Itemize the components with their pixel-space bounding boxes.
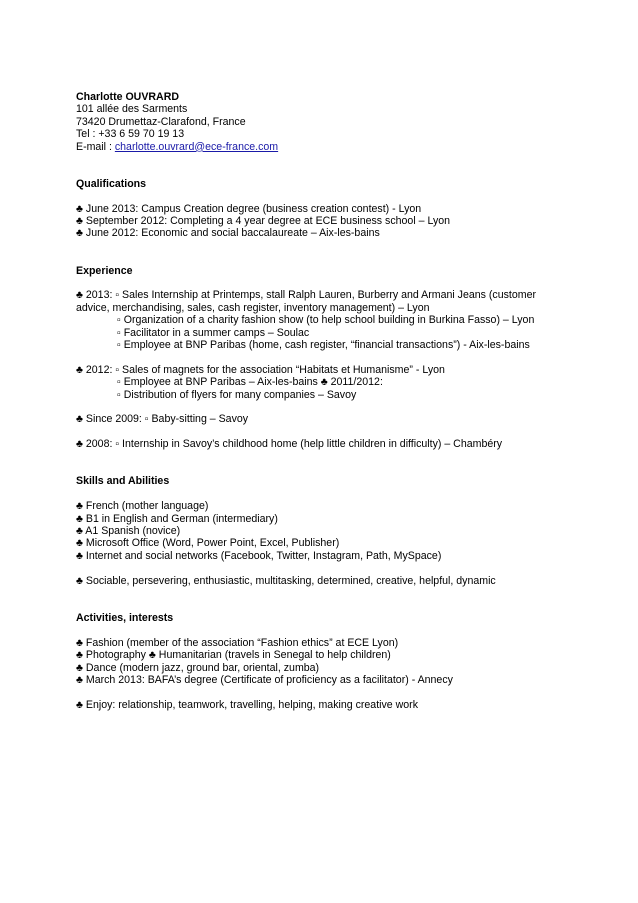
- skill-item: ♣ B1 in English and German (intermediary): [76, 512, 278, 525]
- activities-heading: Activities, interests: [76, 611, 174, 624]
- experience-heading: Experience: [76, 264, 133, 277]
- experience-2008: ♣ 2008: ▫ Internship in Savoy’s childhood home (help little children in difficulty) – Chambéry: [76, 438, 503, 451]
- experience-2013-sub: ▫ Organization of a charity fashion show (to help school building in Burkina Fasso) – Lyon: [117, 314, 535, 327]
- candidate-name: Charlotte OUVRARD: [76, 91, 179, 103]
- skill-item: ♣ Internet and social networks (Facebook, Twitter, Instagram, Path, MySpace): [76, 549, 442, 562]
- activity-item: ♣ Photography ♣ Humanitarian (travels in Senegal to help children): [76, 649, 391, 662]
- skill-item: ♣ A1 Spanish (novice): [76, 525, 181, 538]
- experience-since-2009: ♣ Since 2009: ▫ Baby-sitting – Savoy: [76, 413, 249, 426]
- skill-item: ♣ French (mother language): [76, 500, 209, 513]
- cv-content: [76, 91, 556, 711]
- experience-2013-sub: ▫ Facilitator in a summer camps – Soulac: [117, 326, 310, 339]
- email-link[interactable]: charlotte.ouvrard@ece-france.com: [114, 140, 279, 153]
- experience-2012-sub: ▫ Employee at BNP Paribas – Aix-les-bains ♣ 2011/2012:: [117, 376, 383, 389]
- skill-item: ♣ Microsoft Office (Word, Power Point, Excel, Publisher): [76, 537, 340, 550]
- qualification-item: ♣ September 2012: Completing a 4 year degree at ECE business school – Lyon: [76, 215, 451, 228]
- qualification-item: ♣ June 2012: Economic and social baccalaureate – Aix-les-bains: [76, 227, 380, 240]
- phone-line: Tel : +33 6 59 70 19 13: [76, 128, 185, 141]
- activity-item: ♣ Fashion (member of the association “Fashion ethics” at ECE Lyon): [76, 636, 399, 649]
- skills-heading: Skills and Abilities: [76, 475, 170, 488]
- qualifications-heading: Qualifications: [76, 177, 147, 190]
- qualification-item: ♣ June 2013: Campus Creation degree (business creation contest) - Lyon: [76, 202, 422, 215]
- qualities-line: ♣ Sociable, persevering, enthusiastic, multitasking, determined, creative, helpful, dynamic: [76, 574, 496, 587]
- activity-item: ♣ Dance (modern jazz, ground bar, oriental, zumba): [76, 661, 320, 674]
- experience-2012-main: ♣ 2012: ▫ Sales of magnets for the association “Habitats et Humanisme” - Lyon: [76, 363, 445, 376]
- address-line-1: 101 allée des Sarments: [76, 103, 188, 116]
- enjoy-line: ♣ Enjoy: relationship, teamwork, travelling, helping, making creative work: [76, 698, 418, 711]
- experience-2013-sub: ▫ Employee at BNP Paribas (home, cash register, “financial transactions”) - Aix-les-bains: [117, 339, 530, 352]
- email-line: [76, 141, 556, 153]
- experience-2013-main: ♣ 2013: ▫ Sales Internship at Printemps, stall Ralph Lauren, Burberry and Armani Jeans (customer advice, merchandising, sales, cash register, inventory management) – Lyon: [76, 289, 536, 314]
- experience-2012-sub: ▫ Distribution of flyers for many companies – Savoy: [117, 388, 357, 401]
- email-prefix: E-mail :: [76, 140, 115, 153]
- address-line-2: 73420 Drumettaz-Clarafond, France: [76, 115, 246, 128]
- activity-item: ♣ March 2013: BAFA’s degree (Certificate of proficiency as a facilitator) - Annecy: [76, 673, 453, 686]
